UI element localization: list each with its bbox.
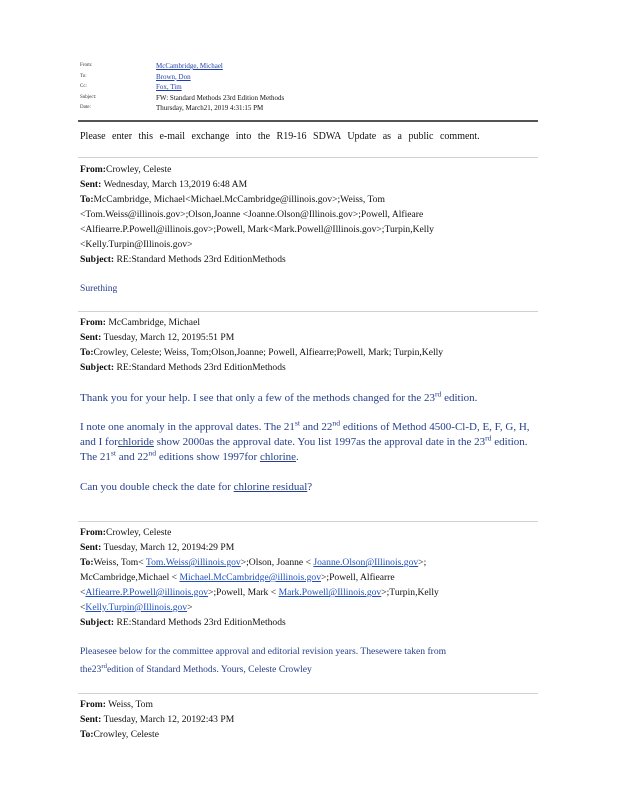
to-value-cont: <Tom.Weiss@illinois.gov>;Olson,Joanne <Joanne.Olson@Illinois.gov>;Powell, Alfieare: [80, 209, 424, 220]
message-header: [80, 697, 540, 742]
header-to-value[interactable]: Brown, Don: [156, 72, 191, 81]
to-value-cont: <Kelly.Turpin@Illinois.gov>: [80, 239, 193, 250]
from-value: Crowley, Celeste: [105, 527, 172, 538]
superscript: rd: [434, 389, 442, 399]
divider: [78, 311, 538, 312]
paragraph-text: editions of Method 4500-Cl-D, E, F, G, H, and I for: [80, 421, 530, 448]
message-paragraph: [80, 420, 540, 465]
to-value: <: [80, 602, 86, 613]
paragraph-text: the23: [80, 664, 102, 675]
to-value: McCambridge,Michael <: [80, 572, 178, 583]
message-header: [80, 525, 540, 630]
paragraph-text: and 22: [302, 421, 333, 433]
header-from-label: From:: [80, 63, 93, 68]
paragraph-text: Thank you for your help. I see that only a few of the methods changed for the 23: [80, 392, 435, 404]
paragraph-text: Can you double check the date for: [80, 481, 231, 493]
header-cc-label: Cc:: [80, 84, 87, 89]
divider: [78, 693, 538, 694]
paragraph-text: Pleasesee below for the committee approval and editorial revision years. Thesewere taken from: [80, 646, 447, 657]
email-link[interactable]: Tom.Weiss@illinois.gov: [145, 557, 241, 568]
sent-label: Sent:: [80, 714, 102, 725]
to-label: To:: [80, 729, 94, 740]
subject-value: RE:Standard Methods 23rd EditionMethods: [116, 617, 286, 628]
to-value: >;Olson, Joanne <: [240, 557, 311, 568]
from-value: Weiss, Tom: [108, 699, 153, 710]
header-divider: [78, 120, 538, 122]
email-link[interactable]: Joanne.Olson@Illinois.gov: [313, 557, 419, 568]
message-body: [80, 643, 540, 679]
paragraph-text: edition. The 21: [80, 436, 528, 463]
sent-label: Sent:: [80, 179, 102, 190]
paragraph-text: ?: [307, 481, 313, 493]
paragraph-text: edition.: [444, 392, 478, 404]
to-value: McCambridge, Michael<Michael.McCambridge@illinois.gov>;Weiss, Tom: [93, 194, 385, 205]
paragraph-text: .: [296, 451, 299, 463]
divider: [78, 521, 538, 522]
superscript: st: [110, 448, 116, 458]
paragraph-text: editions show 1997for: [158, 451, 258, 463]
to-value: <: [80, 587, 86, 598]
to-value: >;Turpin,Kelly: [381, 587, 439, 598]
from-value: McCambridge, Michael: [108, 317, 200, 328]
header-date-label: Date:: [80, 105, 91, 110]
paragraph-text: edition of Standard Methods. Yours, Celeste Crowley: [106, 664, 312, 675]
email-header: [80, 61, 284, 114]
to-value-cont: <Alfiearre.P.Powell@illinois.gov>;Powell, Mark<Mark.Powell@Illinois.gov>;Turpin,Kelly: [80, 224, 434, 235]
paragraph-text: show 2000as the approval date. You list 1997as the approval date in the 23: [156, 436, 486, 448]
chlorine-link[interactable]: chlorine: [259, 451, 297, 463]
to-label: To:: [80, 194, 94, 205]
from-label: From:: [80, 699, 106, 710]
header-cc-value[interactable]: Fox, Tim: [156, 83, 182, 91]
subject-label: Subject:: [80, 254, 115, 265]
superscript: st: [294, 418, 300, 428]
to-value: Weiss, Tom<: [93, 557, 144, 568]
paragraph-text: I note one anomaly in the approval dates. The 21: [80, 421, 295, 433]
message-header: [80, 162, 540, 267]
email-link[interactable]: Michael.McCambridge@illinois.gov: [179, 572, 321, 583]
email-link[interactable]: Mark.Powell@Illinois.gov: [278, 587, 382, 598]
to-value: >;Powell, Mark <: [208, 587, 277, 598]
subject-value: RE:Standard Methods 23rd EditionMethods: [116, 362, 286, 373]
email-link[interactable]: Alfiearre.P.Powell@illinois.gov: [85, 587, 209, 598]
subject-label: Subject:: [80, 617, 115, 628]
header-to-label: To:: [80, 73, 87, 79]
message-body: Surething: [80, 283, 118, 294]
email-link[interactable]: Kelly.Turpin@Illinois.gov: [85, 602, 188, 613]
to-label: To:: [80, 557, 94, 568]
sent-label: Sent:: [80, 332, 102, 343]
intro-text: Please enter this e-mail exchange into the R19-16 SDWA Update as a public comment.: [80, 131, 480, 142]
paragraph-text: and 22: [118, 451, 149, 463]
header-from-value[interactable]: McCambridge, Michael: [156, 62, 223, 70]
message-paragraph: [80, 391, 540, 406]
header-subject-label: Subject:: [80, 94, 97, 100]
superscript: rd: [485, 433, 492, 443]
from-label: From:: [80, 317, 106, 328]
from-value: Crowley, Celeste: [105, 164, 172, 175]
sent-value: Wednesday, March 13,2019 6:48 AM: [103, 179, 248, 190]
sent-value: Tuesday, March 12, 20194:29 PM: [103, 542, 235, 553]
from-label: From:: [80, 164, 106, 175]
subject-label: Subject:: [80, 362, 115, 373]
to-value: Crowley, Celeste; Weiss, Tom;Olson,Joanne; Powell, Alfiearre;Powell, Mark; Turpin,Kelly: [93, 347, 444, 358]
chloride-link[interactable]: chloride: [117, 436, 154, 448]
from-label: From:: [80, 527, 106, 538]
chlorine-residual-link[interactable]: chlorine residual: [233, 481, 308, 493]
to-value: >;Powell, Alfiearre: [321, 572, 395, 583]
to-value: Crowley, Celeste: [93, 729, 159, 740]
header-subject-value: FW: Standard Methods 23rd Edition Methods: [156, 93, 285, 102]
to-label: To:: [80, 347, 94, 358]
superscript: nd: [148, 448, 157, 458]
sent-value: Tuesday, March 12, 20195:51 PM: [103, 332, 235, 343]
message-header: [80, 315, 540, 375]
to-value: >;: [418, 557, 427, 568]
sent-value: Tuesday, March 12, 20192:43 PM: [103, 714, 235, 725]
message-paragraph: [80, 480, 540, 495]
to-value: >: [187, 602, 193, 613]
sent-label: Sent:: [80, 542, 102, 553]
divider: [78, 157, 538, 158]
superscript: nd: [332, 418, 341, 428]
header-date-value: Thursday, March21, 2019 4:31:15 PM: [156, 104, 264, 112]
subject-value: RE:Standard Methods 23rd EditionMethods: [116, 254, 286, 265]
superscript: rd: [101, 662, 107, 670]
